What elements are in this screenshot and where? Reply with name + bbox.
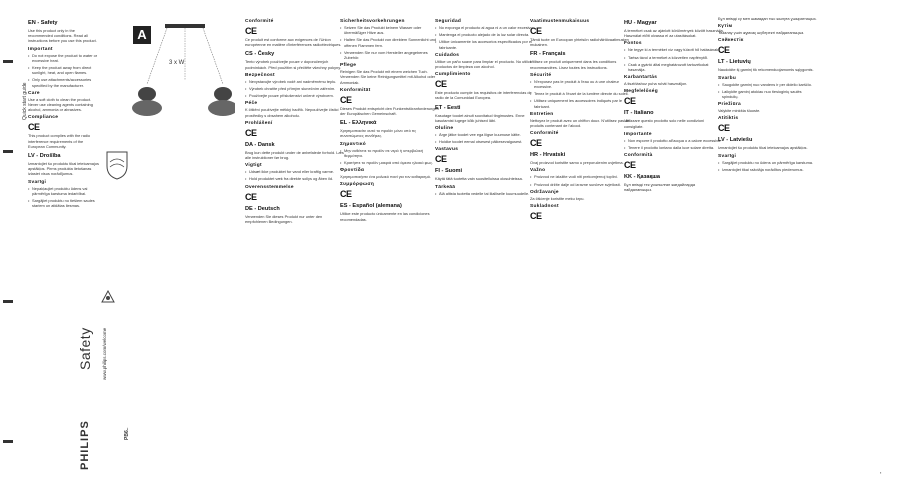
bullet-list <box>28 198 100 208</box>
bullet-list <box>530 174 630 179</box>
body-paragraph: Reinigen Sie das Produkt mit einem weichen Tuch. Verwenden Sie keine Reinigungsmittel mit Alkohol oder Ammoniak. <box>340 69 436 85</box>
subsection-heading: Compliance <box>28 115 59 121</box>
subsection-heading: Сәйкестік <box>718 38 744 44</box>
ce-mark: CE <box>28 122 40 133</box>
subsection-heading: Oluline <box>435 126 454 132</box>
bullet-item: • Hoidke toodet eemal otsesest päikesevalgusest. <box>439 139 535 144</box>
subsection-heading: Vastavus <box>435 147 459 153</box>
bullet-list <box>624 55 724 60</box>
subsection-heading: Fontos <box>624 41 642 47</box>
subsection-heading: Overensstemmelse <box>245 184 294 190</box>
body-paragraph: Utilice un paño suave para limpiar el producto. No utilice productos de limpieza con alcohol. <box>435 58 533 70</box>
ce-mark: CE <box>624 96 636 107</box>
subsection-heading: Conformité <box>530 131 559 137</box>
bullet-item: • Csak a gyártó által meghatározott tartozékokat használja. <box>628 62 724 72</box>
subsection-heading: Σημαντικό <box>340 141 366 147</box>
bullet-list <box>718 82 818 87</box>
body-paragraph: Бұл өнімді су мен шамадан тыс жылуға ұшыратпаңыз. <box>718 16 817 21</box>
quick-start-label: Quick start guide <box>22 82 28 120</box>
ce-mark: CE <box>718 45 730 56</box>
body-paragraph: Käytä tätä tuotetta vain suositelluissa olosuhteissa. <box>435 176 523 182</box>
subsection-heading: Svarbu <box>718 75 737 81</box>
subsection-heading: Atitiktis <box>718 116 739 122</box>
language-column <box>435 16 535 476</box>
cover-panel <box>77 0 235 480</box>
subsection-heading: Φροντίδα <box>340 168 365 174</box>
subsection-heading: Svarīgi <box>28 179 47 185</box>
body-paragraph: Naudokite šį gaminį tik rekomenduojamomis sąlygomis. <box>718 67 814 73</box>
section-heading: EL - Ελληνικά <box>340 120 377 127</box>
bullet-item: • Älä altista tuotetta vedelle tai liialliselle kuumuudelle. <box>439 191 535 196</box>
language-column <box>245 16 345 476</box>
subsection-heading: Sicherheitsvorkehrungen <box>340 19 405 24</box>
body-paragraph: Izmantojiet šo produktu tikai ieteicamajos apstākļos. Pirms produkta lietošanas izlasiet visus norādījumus. <box>28 161 99 177</box>
strip-mark <box>3 150 13 153</box>
bullet-item: • Nevystavujte výrobek vodě ani nadměrnému teplu. <box>249 79 345 84</box>
body-paragraph: Este producto cumple los requisitos de interferencias de radio de la Comunidad Europea. <box>435 90 532 101</box>
bullet-list <box>245 169 345 174</box>
body-paragraph: Бұл өнімді тек ұсынылған жағдайларда пайдаланыңыз. <box>624 182 696 193</box>
subsection-heading: Care <box>28 90 40 96</box>
ce-mark: CE <box>245 26 257 36</box>
page-code: PB6.. <box>124 427 130 440</box>
cover-title: Safety <box>77 327 93 370</box>
bullet-item: • Do not expose the product to water or excessive heat. <box>32 53 100 63</box>
language-column <box>718 16 818 476</box>
section-heading: IT - Italiano <box>624 110 654 117</box>
ce-mark: CE <box>435 79 447 90</box>
section-heading: LV - Drošība <box>28 153 61 160</box>
section-heading: FR - Français <box>530 51 566 58</box>
bullet-item: • Utilice únicamente los accesorios especificados por el fabricante. <box>439 39 535 49</box>
viewing-distance-illustration <box>105 20 235 140</box>
bullet-list <box>624 138 724 143</box>
subsection-heading: Vigtigt <box>245 163 262 169</box>
body-paragraph: Χρησιμοποιήστε ένα μαλακό πανί για τον καθαρισμό. <box>340 174 432 180</box>
section-heading: LT - Lietuvių <box>718 59 751 66</box>
subsection-heading: Συμμόρφωση <box>340 182 375 188</box>
section-heading: DE - Deutsch <box>245 205 280 212</box>
subsection-heading: Tärkeää <box>435 184 456 190</box>
bullet-list <box>435 32 535 37</box>
bullet-item: • Používejte pouze příslušenství určené výrobcem. <box>249 93 345 98</box>
bullet-list <box>530 91 630 96</box>
body-paragraph: Izmantojiet šo produktu tikai ieteicamajos apstākļos. <box>718 145 808 151</box>
language-column <box>530 16 630 476</box>
bullet-list <box>245 86 345 91</box>
body-paragraph: Tento výrobek používejte pouze v doporučených podmínkách. Před použitím si přečtěte všechny pokyny. <box>245 59 341 70</box>
section-heading: ES - Español (alemana) <box>340 203 402 210</box>
bullet-list <box>718 167 818 172</box>
body-paragraph: Utilisez ce produit uniquement dans les conditions recommandées. Lisez toutes les instructions. <box>530 59 617 70</box>
page-marker: ▪ <box>880 470 882 475</box>
section-heading: CS - Česky <box>245 51 275 58</box>
body-paragraph: Valykite minkšta šluoste. <box>718 108 761 114</box>
bullet-item: • Hold produktet væk fra direkte sollys og åben ild. <box>249 176 345 181</box>
bullet-list <box>530 182 630 187</box>
bullet-item: • Laikykite gaminį atokiau nuo tiesioginių saulės spindulių. <box>722 89 818 99</box>
bullet-item: • Mantenga el producto alejado de la luz solar directa. <box>439 32 535 37</box>
bullet-list <box>624 145 724 150</box>
language-column <box>28 16 100 476</box>
web-register-vertical <box>93 328 111 380</box>
subsection-heading: Sécurité <box>530 72 552 78</box>
body-paragraph: A terméket csak az ajánlott körülmények között használja. Használat előtt olvassa el az utasításokat. <box>624 28 724 39</box>
body-paragraph: Ovaj proizvod koristite samo u preporučenim uvjetima. <box>530 160 624 166</box>
left-margin-strip <box>0 0 18 480</box>
bullet-item: • Verwenden Sie nur vom Hersteller angegebenes Zubehör. <box>344 50 440 60</box>
subsection-heading: Importante <box>624 131 652 137</box>
body-paragraph: Verwenden Sie dieses Produkt nur unter den empfohlenen Bedingungen. <box>245 213 323 224</box>
ce-mark: CE <box>245 127 257 138</box>
body-paragraph: Utilice este producto únicamente en las condiciones recomendadas. <box>340 211 430 222</box>
bullet-list <box>624 47 724 52</box>
ce-mark: CE <box>530 26 542 36</box>
ce-mark: CE <box>245 191 257 202</box>
bullet-item: • Tartsa távol a terméket a közvetlen napfénytől. <box>628 55 724 60</box>
ce-mark: CE <box>718 123 730 134</box>
bullet-item: • Ne tegye ki a terméket víz vagy túlzott hő hatásának. <box>628 47 724 52</box>
bullet-item: • Tenere il prodotto lontano dalla luce solare diretta. <box>628 145 724 150</box>
subsection-heading: Konformität <box>340 87 371 93</box>
subsection-heading: Cuidados <box>435 52 460 58</box>
body-paragraph: Tämä tuote on Euroopan yhteisön radiohäiriövaatimusten mukainen. <box>530 37 629 48</box>
bullet-list <box>28 53 100 63</box>
bullet-item: • No exponga el producto al agua ni a un calor excesivo. <box>439 25 535 30</box>
subsection-heading: Megfelelőség <box>624 89 658 95</box>
bullet-item: • Μην εκθέτετε το προϊόν σε νερό ή υπερβολική θερμότητα. <box>344 148 440 158</box>
bullet-list <box>28 65 100 75</box>
section-heading: FI - Suomi <box>435 168 463 175</box>
ce-mark: CE <box>530 138 542 149</box>
section-heading: DA - Dansk <box>245 141 275 148</box>
brand-name: PHILIPS <box>79 420 91 470</box>
subsection-heading: Održavanje <box>530 189 559 195</box>
bullet-list <box>340 50 440 60</box>
body-paragraph: This product complies with the radio interference requirements of the European Community. <box>28 133 91 149</box>
body-paragraph: Тазалау үшін жұмсақ шүберекті пайдаланыңыз. <box>718 30 805 36</box>
bullet-list <box>435 132 535 137</box>
bullet-item: • Udsæt ikke produktet for vand eller kraftig varme. <box>249 169 345 174</box>
body-paragraph: Use this product only in the recommended conditions. Read all instructions before you use this product. <box>28 28 97 44</box>
bullet-list <box>435 139 535 144</box>
ce-mark: CE <box>340 94 352 105</box>
subsection-heading: Priežiūra <box>718 102 741 108</box>
subsection-heading: Cumplimiento <box>435 72 471 78</box>
bullet-item: • Keep the product away from direct sunlight, heat, and open flames. <box>32 65 100 75</box>
bullet-item: • Non esporre il prodotto all'acqua o a calore eccessivo. <box>628 138 724 143</box>
subsection-heading: Sukladnost <box>530 204 559 210</box>
bullet-item: • Saugokite gaminį nuo vandens ir per didelio karščio. <box>722 82 818 87</box>
bullet-list <box>624 62 724 72</box>
bullet-item: • Nepakļaujiet produktu ūdens vai pārmērīga karstuma iedarbībai. <box>32 186 100 196</box>
philips-shield-icon <box>105 150 129 180</box>
bullet-item: • Halten Sie das Produkt von direktem Sonnenlicht und offenen Flammen fern. <box>344 37 440 47</box>
subsection-heading: Péče <box>245 101 258 107</box>
bullet-list <box>340 160 440 165</box>
section-heading: KK - Қазақша <box>624 174 661 181</box>
panel-letter-badge: A <box>133 26 151 44</box>
body-paragraph: Brug kun dette produkt under de anbefalede forhold. Læs alle instruktioner før brug. <box>245 149 344 161</box>
subsection-heading: Conformité <box>245 19 274 24</box>
bullet-item: • Tenez le produit à l'écart de la lumière directe du soleil. <box>534 91 630 96</box>
recycle-icon <box>100 290 116 306</box>
bullet-list <box>28 186 100 196</box>
body-paragraph: Use a soft cloth to clean the product. Never use cleaning agents containing alcohol, ammonia or abrasives. <box>28 96 93 113</box>
body-paragraph: A tisztításhoz puha ruhát használjon. <box>624 81 688 87</box>
section-heading: LV - Latviešu <box>718 137 753 144</box>
ce-mark: CE <box>624 160 636 171</box>
bullet-item: • Κρατήστε το προϊόν μακριά από άμεσο ηλιακό φως. <box>344 160 440 165</box>
subsection-heading: Important <box>28 46 53 52</box>
brand-vertical <box>75 420 93 470</box>
bullet-list <box>340 148 440 158</box>
strip-mark <box>3 60 13 63</box>
bullet-list <box>530 98 630 108</box>
subsection-heading: Pflege <box>340 63 357 69</box>
bullet-list <box>718 160 818 165</box>
bullet-list <box>435 39 535 49</box>
subsection-heading: Vaatimustenmukaisuus <box>530 19 590 24</box>
subsection-heading: Conformità <box>624 153 653 159</box>
subsection-heading: Svarīgi <box>718 153 737 159</box>
strip-mark <box>3 440 13 443</box>
bullet-list <box>530 79 630 89</box>
bullet-item: • Sargājiet produktu no ūdens un pārmērīga karstuma. <box>722 160 818 165</box>
body-paragraph: Ce produit est conforme aux exigences de l'Union européenne en matière d'interférences radioélectriques. <box>245 37 342 48</box>
bullet-list <box>435 191 535 196</box>
section-heading: HU - Magyar <box>624 20 657 26</box>
distance-label: 3 x W <box>169 60 185 66</box>
ce-mark: CE <box>435 154 447 165</box>
bullet-item: • Only use attachments/accessories specified by the manufacturer. <box>32 77 100 87</box>
bullet-item: • Výrobek chraňte před přímým slunečním zářením. <box>249 86 345 91</box>
bullet-list <box>718 89 818 99</box>
subsection-heading: Prohlášení <box>245 120 273 126</box>
bullet-item: • Utilisez uniquement les accessoires indiqués par le fabricant. <box>534 98 630 108</box>
subsection-heading: Entretien <box>530 111 554 117</box>
ce-mark: CE <box>530 211 542 222</box>
section-heading: HR - Hrvatski <box>530 152 566 159</box>
bullet-list <box>245 79 345 84</box>
body-paragraph: Za čišćenje koristite meku krpu. <box>530 195 585 201</box>
language-column <box>624 16 724 476</box>
bullet-list <box>245 93 345 98</box>
subsection-heading: Karbantartás <box>624 75 658 81</box>
bullet-item: • Proizvod ne izlažite vodi niti prekomjernoj toplini. <box>534 174 630 179</box>
body-paragraph: Kasutage toodet ainult soovitatud tingimustes. Enne kasutamist lugege kõik juhised läbi. <box>435 112 525 123</box>
subsection-heading: Seguridad <box>435 19 462 24</box>
web-register-text: www.philips.com/welcome <box>102 327 107 380</box>
subsection-heading: Važno <box>530 168 546 174</box>
section-heading: ET - Eesti <box>435 104 461 111</box>
body-paragraph: Χρησιμοποιείτε αυτό το προϊόν μόνο υπό τις συνιστώμενες συνθήκες. <box>340 128 417 139</box>
section-heading: EN - Safety <box>28 20 58 26</box>
body-paragraph: K čištění používejte měkký hadřík. Nepoužívejte čisticí prostředky s obsahem alkoholu. <box>245 107 339 118</box>
body-paragraph: Utilizzare questo prodotto solo nelle condizioni consigliate. <box>624 118 705 129</box>
bullet-item: • Ärge jätke toodet vee ega liigse kuumuse kätte. <box>439 132 535 137</box>
ce-mark: CE <box>340 189 352 200</box>
bullet-list <box>435 25 535 30</box>
monitor-shape <box>165 24 205 28</box>
language-column <box>340 16 440 476</box>
page-code-vertical <box>115 427 133 440</box>
bullet-item: • Proizvod držite dalje od izravne sunčeve svjetlosti. <box>534 182 630 187</box>
bullet-item: • N'exposez pas le produit à l'eau ou à une chaleur excessive. <box>534 79 630 89</box>
bullet-list <box>245 176 345 181</box>
bullet-list <box>28 77 100 87</box>
body-paragraph: Dieses Produkt entspricht den Funkentstöranforderungen der Europäischen Gemeinschaft. <box>340 105 439 117</box>
subsection-heading: Bezpečnost <box>245 72 275 78</box>
bullet-item: • Izmantojiet tikai ražotāja norādītos piederumus. <box>722 167 818 172</box>
bullet-item: • Setzen Sie das Produkt keinem Wasser oder übermäßiger Hitze aus. <box>344 25 440 35</box>
strip-mark <box>3 300 13 303</box>
bullet-list <box>340 37 440 47</box>
subsection-heading: Күтім <box>718 24 733 30</box>
bullet-list <box>340 25 440 35</box>
bullet-item: • Sargājiet produktu no tiešiem saules stariem un atklātas liesmas. <box>32 198 100 208</box>
body-paragraph: Nettoyez le produit avec un chiffon doux. N'utilisez pas de produits contenant de l'alcool. <box>530 117 630 129</box>
